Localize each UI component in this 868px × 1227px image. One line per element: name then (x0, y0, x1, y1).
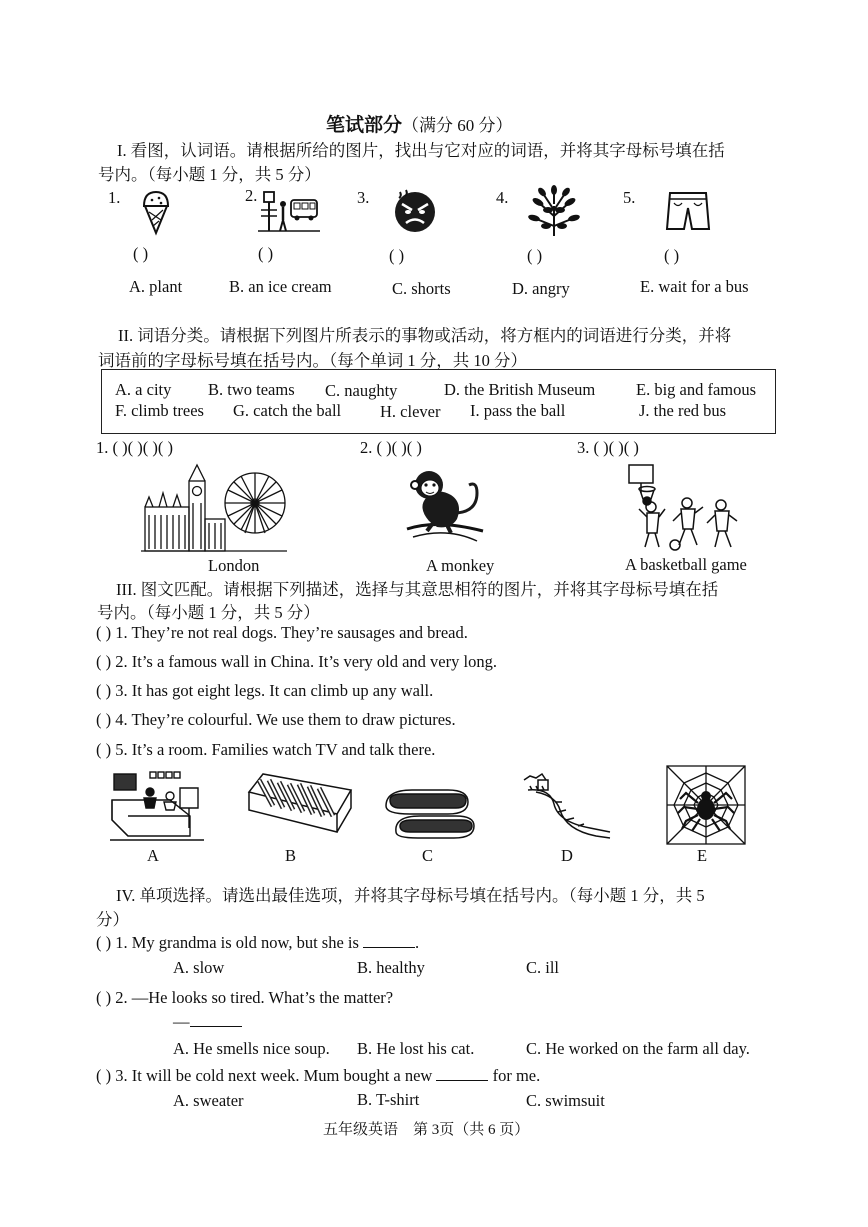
bus-stop-icon (258, 188, 320, 233)
s3-item-3: ( ) 3. It has got eight legs. It can climb up any wall. (96, 681, 434, 700)
section1-instruction-line1: I. 看图，认词语。请根据所给的图片，找出与它对应的词语，并将其字母标号填在括 (117, 141, 725, 160)
picture-letter-e: E (697, 846, 708, 865)
monkey-image (407, 467, 483, 547)
caption-monkey: A monkey (426, 556, 495, 575)
caption-basketball: A basketball game (625, 555, 747, 574)
spider-image (666, 765, 746, 845)
caption-london: London (208, 556, 260, 575)
s1-answer-paren-4[interactable]: ( ) (527, 246, 543, 265)
section2-instruction-line2: 词语前的字母标号填在括号内。（每个单词 1 分，共 10 分） (98, 351, 527, 370)
q1-option-a: A. slow (173, 958, 225, 977)
q3-blank[interactable] (436, 1066, 488, 1081)
q1-row (96, 933, 419, 953)
s1-answer-paren-5[interactable]: ( ) (664, 246, 680, 265)
section4-instruction-line1: IV. 单项选择。请选出最佳选项，并将其字母标号填在括号内。（每小题 1 分，共 5 (116, 886, 705, 905)
section3-instruction-line1: III. 图文匹配。请根据下列描述，选择与其意思相符的图片，并将其字母标号填在括 (116, 580, 719, 599)
q2-option-a: A. He smells nice soup. (173, 1039, 330, 1058)
q1-stem-end: . (415, 933, 420, 952)
section4-instruction-line2: 分） (96, 910, 129, 929)
section2-instruction-line1: II. 词语分类。请根据下列图片所表示的事物或活动，将方框内的词语进行分类，并将 (118, 326, 732, 345)
s1-answer-paren-2[interactable]: ( ) (258, 244, 274, 263)
s3-item-2: ( ) 2. It’s a famous wall in China. It’s very old and very long. (96, 652, 497, 671)
ice-cream-icon (140, 190, 172, 235)
q2-answer-paren[interactable]: ( ) (96, 988, 112, 1007)
s1-number-3: 3. (357, 188, 370, 207)
s2-answer-group-1[interactable]: 1. ( )( )( )( ) (96, 438, 173, 457)
q3-stem: 3. It will be cold next week. Mum bought a new (115, 1066, 433, 1085)
q1-option-b: B. healthy (357, 958, 425, 977)
living-room-image (110, 768, 204, 842)
q3-option-b: B. T-shirt (357, 1090, 420, 1109)
q1-option-c: C. ill (526, 958, 560, 977)
s2-answer-group-2[interactable]: 2. ( )( )( ) (360, 438, 422, 457)
s1-option-a: A. plant (129, 277, 183, 296)
q3-option-a: A. sweater (173, 1091, 244, 1110)
s1-option-d: D. angry (512, 279, 570, 298)
box-word-e: E. big and famous (636, 380, 757, 399)
picture-letter-b: B (285, 846, 297, 865)
s1-answer-paren-3[interactable]: ( ) (389, 246, 405, 265)
s1-number-1: 1. (108, 188, 121, 207)
q2-option-b: B. He lost his cat. (357, 1039, 475, 1058)
section3-instruction-line2: 号内。（每小题 1 分，共 5 分） (97, 603, 320, 622)
title-main: 笔试部分 (326, 115, 403, 136)
picture-letter-d: D (561, 846, 573, 865)
angry-face-icon (392, 188, 438, 234)
s2-answer-group-3[interactable]: 3. ( )( )( ) (577, 438, 639, 457)
great-wall-image (520, 770, 610, 842)
s1-option-c: C. shorts (392, 279, 451, 298)
q2-answer-line (173, 1012, 242, 1032)
basketball-game-image (625, 463, 745, 553)
section1-instruction-line2: 号内。（每小题 1 分，共 5 分） (98, 165, 321, 184)
title-score: （满分 60 分） (402, 116, 513, 135)
box-word-a: A. a city (115, 380, 172, 399)
s3-item-4: ( ) 4. They’re colourful. We use them to draw pictures. (96, 710, 456, 729)
s3-item-5: ( ) 5. It’s a room. Families watch TV and talk there. (96, 740, 436, 759)
picture-letter-c: C (422, 846, 434, 865)
box-word-f: F. climb trees (115, 401, 204, 420)
q2-answer-dash: — (173, 1012, 190, 1031)
q3-option-c: C. swimsuit (526, 1091, 605, 1110)
s1-option-b: B. an ice cream (229, 277, 332, 296)
box-word-h: H. clever (380, 402, 441, 421)
page-title (326, 110, 513, 137)
q2-stem: 2. —He looks so tired. What’s the matter? (115, 988, 394, 1007)
q3-row (96, 1066, 540, 1086)
q1-answer-paren[interactable]: ( ) (96, 933, 112, 952)
box-word-g: G. catch the ball (233, 401, 342, 420)
s1-option-e: E. wait for a bus (640, 277, 749, 296)
q1-stem: 1. My grandma is old now, but she is (115, 933, 359, 952)
shorts-icon (665, 190, 711, 232)
q2-option-c: C. He worked on the farm all day. (526, 1039, 750, 1058)
hot-dogs-image (382, 784, 476, 842)
q3-stem-end: for me. (492, 1066, 541, 1085)
s1-number-2: 2. (245, 186, 258, 205)
london-skyline-image (141, 463, 287, 553)
crayons-image (245, 772, 355, 834)
box-word-d: D. the British Museum (444, 380, 596, 399)
page-footer: 五年级英语 第 3页（共 6 页） (323, 1122, 530, 1138)
box-word-c: C. naughty (325, 381, 398, 400)
s1-number-5: 5. (623, 188, 636, 207)
box-word-j: J. the red bus (639, 401, 727, 420)
q2-blank[interactable] (190, 1012, 242, 1027)
s3-item-1: ( ) 1. They’re not real dogs. They’re sausages and bread. (96, 623, 468, 642)
q3-answer-paren[interactable]: ( ) (96, 1066, 112, 1085)
picture-letter-a: A (147, 846, 159, 865)
box-word-i: I. pass the ball (470, 401, 566, 420)
plant-icon (528, 186, 580, 238)
q1-blank[interactable] (363, 933, 415, 948)
s1-number-4: 4. (496, 188, 509, 207)
q2-row (96, 988, 393, 1008)
box-word-b: B. two teams (208, 380, 295, 399)
s1-answer-paren-1[interactable]: ( ) (133, 244, 149, 263)
